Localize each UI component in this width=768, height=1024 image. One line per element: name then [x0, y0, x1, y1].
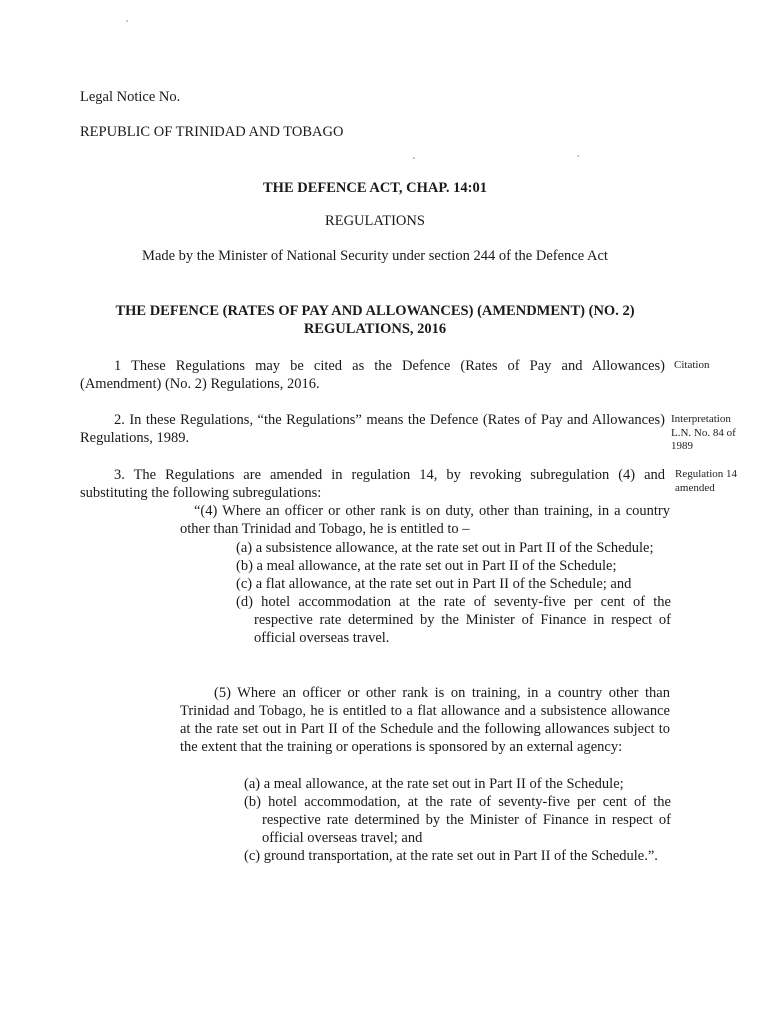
- sub4-item-d: (d) hotel accommodation at the rate of seventy-five per cent of the respective rate determined by the Minister of Finance in respect of official overseas travel.: [236, 594, 671, 646]
- main-title: [80, 302, 670, 338]
- subregulation-4-intro: “(4) Where an officer or other rank is on duty, other than training, in a country other than Trinidad and Tobago, he is entitled to –: [180, 503, 670, 537]
- sub5-item-c: (c) ground transportation, at the rate set out in Part II of the Schedule.”.: [244, 848, 658, 864]
- subregulation-5-items: [244, 775, 671, 865]
- main-title-line-2: REGULATIONS, 2016: [303, 321, 447, 337]
- scan-speck: [413, 157, 415, 159]
- section-1-citation: 1 These Regulations may be cited as the Defence (Rates of Pay and Allowances) (Amendment) (No. 2) Regulations, 2016.: [80, 358, 665, 392]
- sub4-item-c: (c) a flat allowance, at the rate set out in Part II of the Schedule; and: [236, 576, 632, 592]
- subregulation-4-items: [236, 539, 671, 647]
- main-title-line-1: THE DEFENCE (RATES OF PAY AND ALLOWANCES) (AMENDMENT) (NO. 2): [115, 303, 635, 319]
- sub4-item-a: (a) a subsistence allowance, at the rate set out in Part II of the Schedule;: [236, 540, 654, 556]
- margin-note-ln-reference: L.N. No. 84 of 1989: [671, 426, 736, 452]
- made-by-statement: Made by the Minister of National Security under section 244 of the Defence Act: [142, 248, 608, 264]
- sub5-item-b: (b) hotel accommodation, at the rate of seventy-five per cent of the respective rate determined by the Minister of Finance in respect of official overseas travel; and: [244, 794, 671, 846]
- sub5-item-a: (a) a meal allowance, at the rate set out in Part II of the Schedule;: [244, 776, 624, 792]
- section-2-interpretation: 2. In these Regulations, “the Regulations” means the Defence (Rates of Pay and Allowances) Regulations, 1989.: [80, 412, 665, 446]
- subregulation-5-intro: (5) Where an officer or other rank is on training, in a country other than Trinidad and Tobago, he is entitled to a flat allowance and a subsistence allowance at the rate set out in Part II of the Schedule and the following allowances subject to the extent that the training or operations is sponsored by an external agency:: [180, 685, 670, 755]
- scan-speck: [126, 20, 128, 22]
- section-3-amendment: 3. The Regulations are amended in regulation 14, by revoking subregulation (4) and substituting the following subregulations:: [80, 467, 665, 501]
- republic-heading: REPUBLIC OF TRINIDAD AND TOBAGO: [80, 124, 344, 140]
- regulations-label: REGULATIONS: [325, 213, 425, 229]
- margin-note-citation: Citation: [674, 359, 710, 371]
- legal-notice-label: Legal Notice No.: [80, 89, 181, 105]
- act-title: THE DEFENCE ACT, CHAP. 14:01: [263, 180, 487, 196]
- margin-note-regulation-14: Regulation 14 amended: [675, 468, 738, 494]
- margin-note-interpretation-label: Interpretation: [671, 413, 731, 425]
- margin-note-interpretation: [671, 413, 759, 454]
- scan-speck: [577, 155, 579, 157]
- sub4-item-b: (b) a meal allowance, at the rate set out in Part II of the Schedule;: [236, 558, 617, 574]
